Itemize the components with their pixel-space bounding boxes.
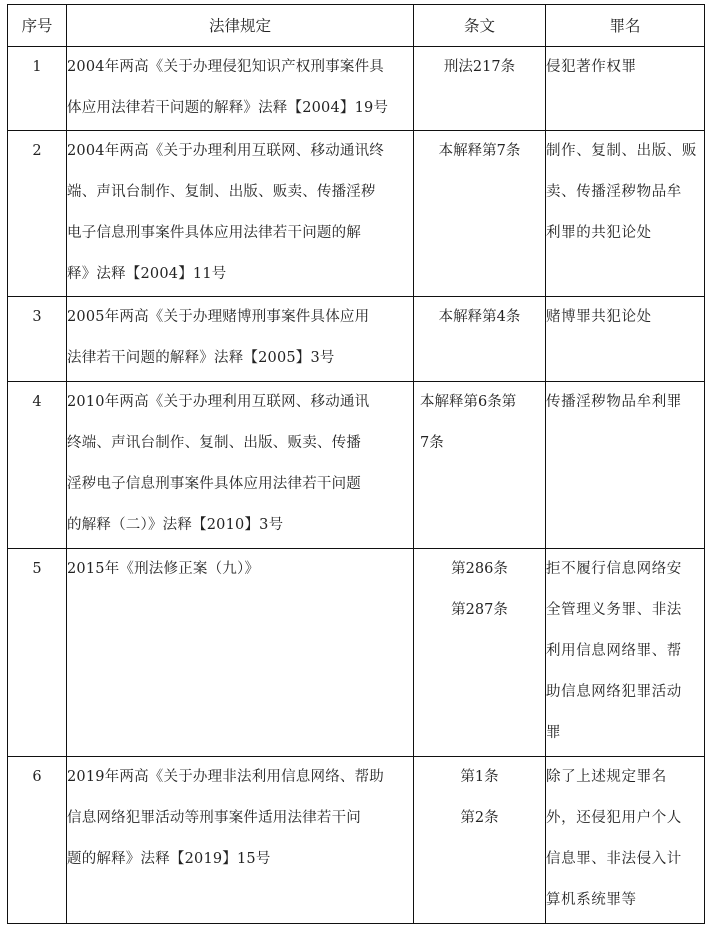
row-index: 4: [8, 382, 67, 549]
article-cell: [414, 549, 546, 757]
crime-line: 利罪的共犯论处: [546, 225, 652, 241]
law-line: 端、声讯台制作、复制、出版、贩卖、传播淫秽: [67, 184, 376, 200]
row-index: 6: [8, 757, 67, 924]
law-line: 体应用法律若干问题的解释》法释【2004】19号: [67, 100, 389, 116]
crime-cell: [546, 47, 705, 131]
law-cell: [67, 757, 414, 924]
article-cell: [414, 131, 546, 297]
crime-line: 全管理义务罪、非法: [546, 602, 682, 618]
article-line: 本解释第6条第: [420, 394, 517, 410]
law-line: 题的解释》法释【2019】15号: [67, 851, 271, 867]
crime-line: 罪: [546, 725, 562, 741]
crime-line: 助信息网络犯罪活动: [546, 684, 682, 700]
crime-cell: [546, 382, 705, 549]
article-line: 本解释第7条: [438, 143, 521, 159]
row-index: 3: [8, 297, 67, 382]
crime-line: 传播淫秽物品牟利罪: [546, 394, 682, 410]
article-cell: [414, 382, 546, 549]
crime-line: 侵犯著作权罪: [546, 59, 637, 75]
law-line: 信息网络犯罪活动等刑事案件适用法律若干问: [67, 810, 361, 826]
article-cell: [414, 47, 546, 131]
crime-cell: [546, 131, 705, 297]
law-line: 电子信息刑事案件具体应用法律若干问题的解: [67, 225, 361, 241]
crime-line: 拒不履行信息网络安: [546, 561, 682, 577]
crime-cell: [546, 757, 705, 924]
crime-line: 信息罪、非法侵入计: [546, 851, 682, 867]
row-index: 1: [8, 47, 67, 131]
article-cell: [414, 297, 546, 382]
law-line: 淫秽电子信息刑事案件具体应用法律若干问题: [67, 476, 361, 492]
crime-cell: [546, 297, 705, 382]
law-line: 2005年两高《关于办理赌博刑事案件具体应用: [67, 309, 370, 325]
article-line: 本解释第4条: [438, 309, 521, 325]
row-index: 2: [8, 131, 67, 297]
table-row: [8, 757, 705, 924]
law-line: 2004年两高《关于办理侵犯知识产权刑事案件具: [67, 59, 384, 75]
table-row: [8, 549, 705, 757]
row-index: 5: [8, 549, 67, 757]
article-line: 7条: [420, 435, 444, 451]
crime-line: 除了上述规定罪名: [546, 769, 667, 785]
law-line: 2010年两高《关于办理利用互联网、移动通讯: [67, 394, 370, 410]
header-law: 法律规定: [67, 5, 414, 47]
article-cell: [414, 757, 546, 924]
header-crime: 罪名: [546, 5, 705, 47]
header-row: [8, 5, 705, 47]
law-line: 的解释（二）》法释【2010】3号: [67, 517, 284, 533]
article-line: 第286条: [451, 561, 508, 577]
crime-line: 利用信息网络罪、帮: [546, 643, 682, 659]
law-cell: [67, 382, 414, 549]
article-line: 第2条: [460, 810, 499, 826]
crime-line: 卖、传播淫秽物品牟: [546, 184, 682, 200]
crime-cell: [546, 549, 705, 757]
article-line: 第1条: [460, 769, 499, 785]
table-row: [8, 382, 705, 549]
crime-line: 外，还侵犯用户个人: [546, 810, 682, 826]
law-line: 2015年《刑法修正案（九）》: [67, 561, 260, 577]
law-cell: [67, 131, 414, 297]
law-line: 终端、声讯台制作、复制、出版、贩卖、传播: [67, 435, 361, 451]
table-row: [8, 47, 705, 131]
article-line: 刑法217条: [443, 59, 516, 75]
law-line: 释》法释【2004】11号: [67, 266, 227, 282]
law-cell: [67, 297, 414, 382]
law-cell: [67, 47, 414, 131]
law-table: [7, 4, 705, 924]
crime-line: 算机系统罪等: [546, 892, 637, 908]
header-article: 条文: [414, 5, 546, 47]
law-line: 2019年两高《关于办理非法利用信息网络、帮助: [67, 769, 384, 785]
law-line: 法律若干问题的解释》法释【2005】3号: [67, 350, 335, 366]
article-line: 第287条: [451, 602, 508, 618]
header-index: 序号: [8, 5, 67, 47]
law-cell: [67, 549, 414, 757]
table-row: [8, 131, 705, 297]
table-row: [8, 297, 705, 382]
crime-line: 制作、复制、出版、贩: [546, 143, 697, 159]
law-line: 2004年两高《关于办理利用互联网、移动通讯终: [67, 143, 384, 159]
crime-line: 赌博罪共犯论处: [546, 309, 652, 325]
